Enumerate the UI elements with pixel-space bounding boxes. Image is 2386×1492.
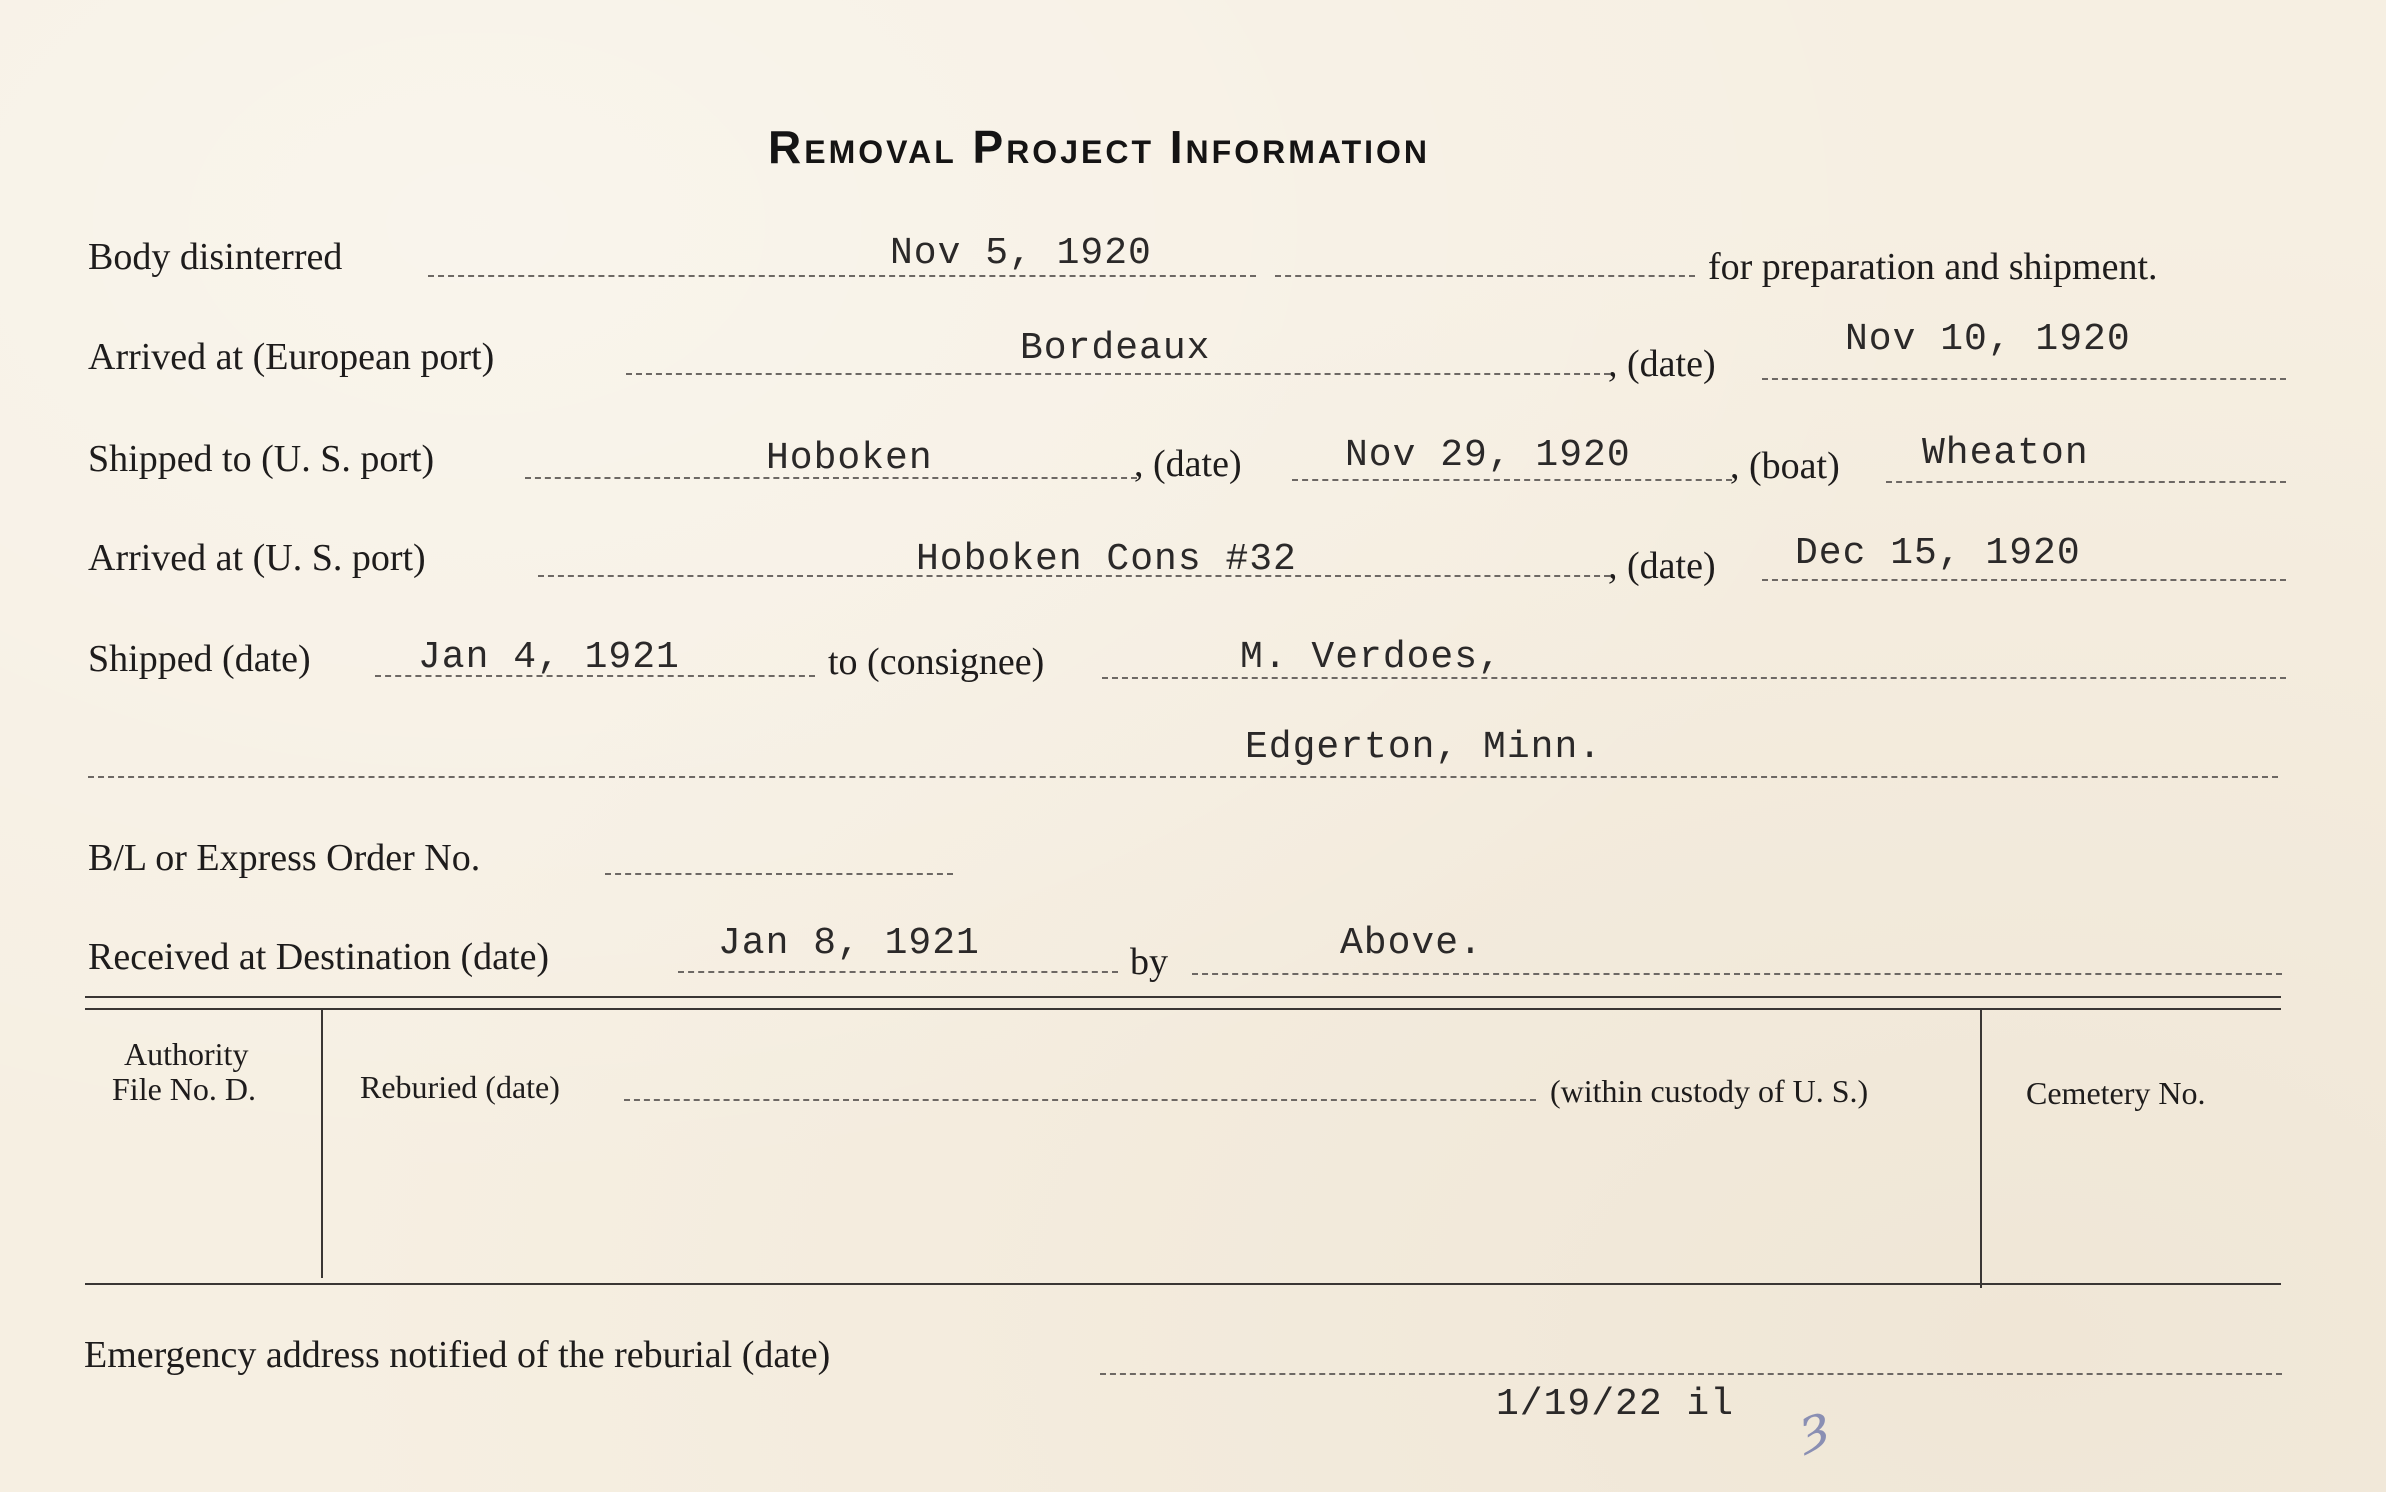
received-label: Received at Destination (date)	[88, 936, 550, 978]
arrived-us-date-label: , (date)	[1608, 545, 1716, 587]
page-title: Removal Project Information	[768, 121, 1431, 173]
shipped-us-date: Nov 29, 1920	[1345, 434, 1631, 477]
consignee-label: to (consignee)	[828, 641, 1045, 683]
arrived-european-date: Nov 10, 1920	[1845, 318, 2131, 361]
reburied-label: Reburied (date)	[360, 1069, 560, 1105]
arrived-us-port: Hoboken Cons #32	[916, 538, 1297, 581]
footer-stamp: 1/19/22 il	[1496, 1383, 1735, 1426]
shipped-date-label: Shipped (date)	[88, 638, 311, 680]
emergency-line	[1100, 1373, 2282, 1375]
received-by-line	[1192, 973, 2282, 975]
received-by: Above.	[1340, 922, 1483, 965]
arrived-european-label: Arrived at (European port)	[88, 336, 495, 378]
body-disinterred-value: Nov 5, 1920	[890, 232, 1152, 275]
body-disinterred-label: Body disinterred	[88, 236, 343, 278]
consignee-address-line	[88, 776, 2278, 778]
body-disinterred-line	[428, 275, 1256, 277]
arrived-european-port: Bordeaux	[1020, 327, 1211, 370]
table-bottom-rule	[85, 1283, 2281, 1285]
shipped-us-boat: Wheaton	[1922, 432, 2089, 475]
arrived-european-date-line	[1762, 378, 2286, 380]
reburied-line	[624, 1099, 1536, 1101]
body-disinterred-suffix: for preparation and shipment.	[1708, 246, 2158, 288]
arrived-european-line	[626, 373, 1610, 375]
shipped-date-value: Jan 4, 1921	[418, 636, 680, 679]
body-disinterred-line-2	[1275, 275, 1695, 277]
emergency-label: Emergency address notified of the reburial (date)	[84, 1334, 831, 1376]
table-divider-right	[1980, 1010, 1982, 1288]
consignee-address: Edgerton, Minn.	[1245, 726, 1603, 769]
table-top-rule-2	[85, 1008, 2281, 1010]
authority-label-line2: File No. D.	[112, 1071, 256, 1107]
received-date-line	[678, 971, 1118, 973]
custody-label: (within custody of U. S.)	[1550, 1073, 1869, 1109]
arrived-us-date: Dec 15, 1920	[1795, 532, 2081, 575]
arrived-european-date-label: , (date)	[1608, 343, 1716, 385]
bl-order-line	[605, 873, 953, 875]
arrived-us-label: Arrived at (U. S. port)	[88, 537, 426, 579]
authority-label-line1: Authority	[124, 1036, 249, 1072]
shipped-us-boat-label: , (boat)	[1730, 445, 1840, 487]
bl-order-label: B/L or Express Order No.	[88, 837, 481, 879]
table-divider-left	[321, 1010, 323, 1278]
received-date: Jan 8, 1921	[718, 922, 980, 965]
shipped-us-label: Shipped to (U. S. port)	[88, 438, 435, 480]
shipped-us-port: Hoboken	[766, 437, 933, 480]
shipped-us-date-label: , (date)	[1134, 443, 1242, 485]
table-top-rule-1	[85, 996, 2281, 998]
shipped-us-boat-line	[1886, 481, 2286, 483]
arrived-us-date-line	[1762, 579, 2286, 581]
shipped-us-date-line	[1292, 479, 1732, 481]
received-by-label: by	[1130, 941, 1168, 983]
cemetery-label: Cemetery No.	[2026, 1075, 2206, 1111]
consignee-name: M. Verdoes,	[1240, 636, 1502, 679]
handwritten-mark: ȝ	[1794, 1392, 1834, 1458]
